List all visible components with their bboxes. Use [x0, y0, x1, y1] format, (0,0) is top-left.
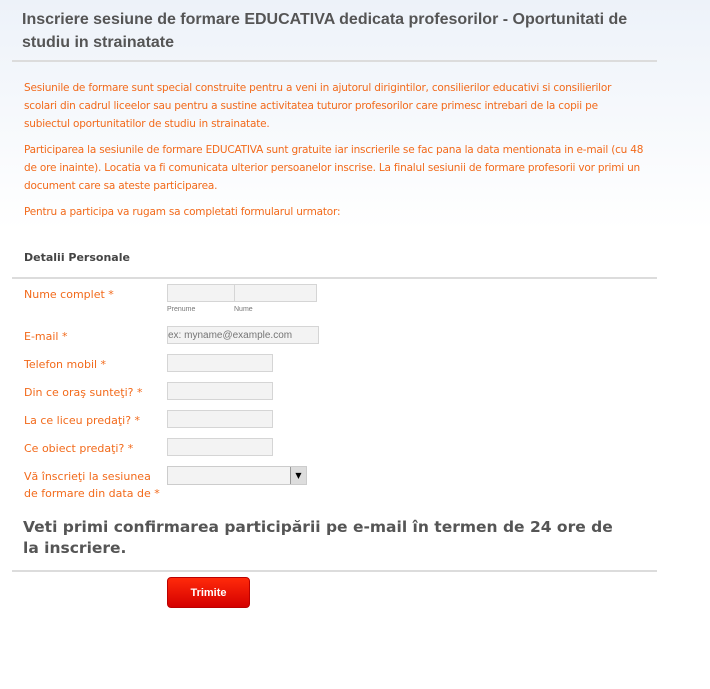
divider	[12, 277, 657, 279]
chevron-down-icon[interactable]: ▼	[290, 467, 306, 484]
first-name-sublabel: Prenume	[167, 306, 196, 313]
last-name-input[interactable]	[234, 284, 317, 302]
session-label: Vă înscrieţi la sesiunea de formare din data de *	[24, 470, 160, 500]
school-input[interactable]	[167, 410, 273, 428]
school-label: La ce liceu predaţi? *	[24, 414, 141, 427]
last-name-sublabel: Nume	[234, 306, 253, 313]
confirmation-text: Veti primi confirmarea participării pe e-mail în termen de 24 ore de la inscriere.	[23, 518, 613, 557]
subject-label: Ce obiect predaţi? *	[24, 442, 134, 455]
city-input[interactable]	[167, 382, 273, 400]
page-title: Inscriere sesiune de formare EDUCATIVA dedicata profesorilor - Oportunitati de studiu in strainatate	[22, 11, 628, 51]
submit-button[interactable]: Trimite	[167, 577, 250, 608]
subject-input[interactable]	[167, 438, 273, 456]
section-heading: Detalii Personale	[24, 251, 130, 264]
participation-paragraph: Participarea la sesiunile de formare EDUCATIVA sunt gratuite iar inscrierile se fac pana la data mentionata in e-mail (cu 48 de ore inainte). Locatia va fi comunicata ulterior persoanelor inscrise. La finalul sesiunii de formare profesorii vor primi un document care sa ateste participarea.	[24, 144, 644, 192]
session-select[interactable]	[167, 466, 307, 485]
divider	[12, 570, 657, 572]
instructions-paragraph: Pentru a participa va rugam sa completati formularul urmator:	[24, 206, 341, 218]
name-label: Nume complet *	[24, 288, 114, 301]
first-name-input[interactable]	[167, 284, 241, 302]
phone-label: Telefon mobil *	[24, 358, 107, 371]
email-label: E-mail *	[24, 330, 68, 343]
intro-paragraph: Sesiunile de formare sunt special construite pentru a veni in ajutorul dirigintilor, consilierilor educativi si consilierilor scolari din cadrul liceelor sau pentru a sustine activitatea tuturor profesorilor care primesc intrebari de la copii pe subiectul oportunitatilor de studiu in strainatate.	[24, 82, 612, 130]
email-input[interactable]	[167, 326, 319, 344]
divider	[12, 60, 657, 62]
phone-input[interactable]	[167, 354, 273, 372]
city-label: Din ce oraş sunteţi? *	[24, 386, 143, 399]
